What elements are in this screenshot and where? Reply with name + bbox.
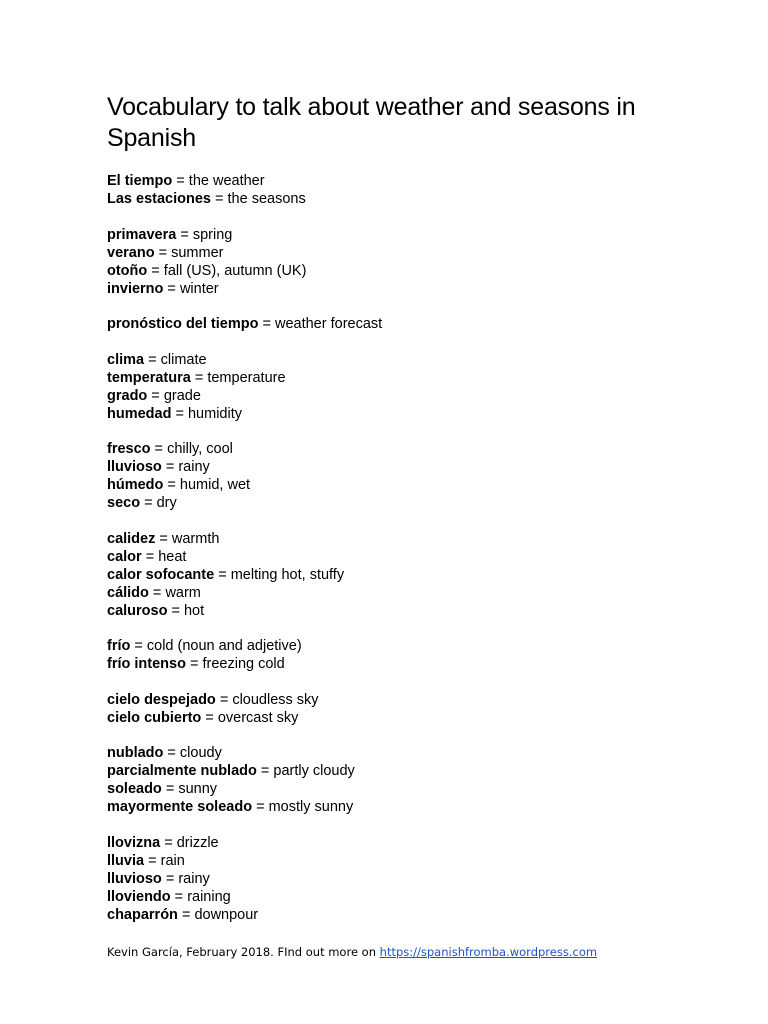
vocab-group bbox=[107, 530, 687, 620]
vocab-entry bbox=[107, 691, 687, 709]
vocab-meaning: the seasons bbox=[227, 191, 306, 207]
footer-link[interactable]: https://spanishfromba.wordpress.com bbox=[379, 945, 598, 959]
vocab-group bbox=[107, 351, 687, 423]
vocab-entry bbox=[107, 476, 687, 494]
vocab-separator: = bbox=[160, 834, 177, 851]
vocab-entry bbox=[107, 548, 687, 566]
vocab-entry bbox=[107, 602, 687, 620]
vocab-entry bbox=[107, 351, 687, 369]
vocab-meaning: temperature bbox=[207, 369, 286, 386]
vocab-meaning: weather forecast bbox=[274, 316, 383, 332]
vocab-meaning: heat bbox=[158, 548, 187, 565]
vocab-meaning: rainy bbox=[178, 459, 210, 475]
vocab-separator: = bbox=[163, 745, 180, 761]
vocab-separator: = bbox=[163, 280, 180, 297]
vocab-term: cálido bbox=[107, 584, 149, 601]
vocab-separator: = bbox=[258, 316, 275, 332]
vocab-separator: = bbox=[161, 781, 179, 797]
vocab-term: calidez bbox=[107, 530, 156, 547]
vocab-term: seco bbox=[107, 495, 141, 511]
vocab-meaning: humidity bbox=[187, 405, 242, 422]
vocab-entry bbox=[107, 584, 687, 602]
vocabulary-list bbox=[107, 172, 687, 924]
vocab-entry bbox=[107, 244, 687, 262]
vocab-separator: = bbox=[171, 405, 188, 422]
footer bbox=[107, 944, 597, 960]
vocab-group bbox=[107, 637, 687, 673]
vocab-entry bbox=[107, 315, 687, 333]
vocab-group bbox=[107, 226, 687, 298]
vocab-meaning: raining bbox=[187, 888, 231, 905]
vocab-entry bbox=[107, 655, 687, 673]
vocab-entry bbox=[107, 494, 687, 512]
vocab-separator: = bbox=[130, 638, 147, 654]
vocab-group bbox=[107, 315, 687, 333]
vocab-term: humedad bbox=[107, 405, 172, 422]
vocab-meaning: summer bbox=[171, 244, 224, 261]
vocab-separator: = bbox=[177, 906, 195, 923]
vocab-meaning: warm bbox=[165, 584, 201, 601]
vocab-term: lloviendo bbox=[107, 888, 171, 905]
vocab-entry bbox=[107, 172, 687, 190]
vocab-entry bbox=[107, 637, 687, 655]
vocab-separator: = bbox=[190, 369, 208, 386]
vocab-term: primavera bbox=[107, 226, 177, 243]
vocab-term: cielo despejado bbox=[107, 691, 216, 708]
vocab-entry bbox=[107, 780, 687, 798]
vocab-separator: = bbox=[140, 495, 157, 511]
vocab-entry bbox=[107, 458, 687, 476]
vocab-separator: = bbox=[185, 656, 203, 672]
vocab-separator: = bbox=[144, 852, 161, 869]
vocab-meaning: rainy bbox=[178, 870, 210, 887]
vocab-term: parcialmente nublado bbox=[107, 763, 257, 779]
vocab-meaning: freezing cold bbox=[202, 656, 285, 672]
vocab-separator: = bbox=[252, 799, 269, 815]
vocab-meaning: spring bbox=[192, 226, 233, 243]
vocab-term: calor sofocante bbox=[107, 566, 215, 583]
vocab-entry bbox=[107, 762, 687, 780]
vocab-meaning: overcast sky bbox=[217, 709, 299, 726]
vocab-entry bbox=[107, 387, 687, 405]
vocab-entry bbox=[107, 440, 687, 458]
vocab-meaning: humid, wet bbox=[179, 477, 251, 493]
vocab-entry bbox=[107, 530, 687, 548]
vocab-separator: = bbox=[141, 548, 159, 565]
vocab-separator: = bbox=[167, 602, 184, 619]
vocab-separator: = bbox=[172, 173, 189, 189]
vocab-group bbox=[107, 440, 687, 512]
vocab-group bbox=[107, 744, 687, 816]
vocab-entry bbox=[107, 906, 687, 924]
vocab-meaning: cloudy bbox=[179, 745, 222, 761]
vocab-separator: = bbox=[170, 888, 188, 905]
vocab-term: lluvioso bbox=[107, 459, 162, 475]
vocab-separator: = bbox=[155, 530, 172, 547]
document-page bbox=[107, 92, 687, 941]
vocab-meaning: rain bbox=[160, 852, 185, 869]
vocab-term: soleado bbox=[107, 781, 162, 797]
vocab-entry bbox=[107, 870, 687, 888]
vocab-term: lluvia bbox=[107, 852, 145, 869]
vocab-meaning: chilly, cool bbox=[167, 441, 233, 457]
vocab-entry bbox=[107, 190, 687, 208]
vocab-separator: = bbox=[256, 763, 274, 779]
vocab-separator: = bbox=[147, 387, 164, 404]
vocab-entry bbox=[107, 405, 687, 423]
vocab-entry bbox=[107, 798, 687, 816]
vocab-meaning: melting hot, stuffy bbox=[230, 566, 345, 583]
vocab-entry bbox=[107, 566, 687, 584]
vocab-group bbox=[107, 834, 687, 924]
vocab-separator: = bbox=[214, 566, 231, 583]
vocab-term: mayormente soleado bbox=[107, 799, 253, 815]
vocab-term: caluroso bbox=[107, 602, 168, 619]
vocab-entry bbox=[107, 262, 687, 280]
vocab-entry bbox=[107, 280, 687, 298]
vocab-term: llovizna bbox=[107, 834, 161, 851]
vocab-separator: = bbox=[201, 709, 218, 726]
vocab-entry bbox=[107, 888, 687, 906]
vocab-term: cielo cubierto bbox=[107, 709, 202, 726]
vocab-term: frío bbox=[107, 638, 131, 654]
vocab-meaning: dry bbox=[156, 495, 177, 511]
vocab-term: grado bbox=[107, 387, 148, 404]
vocab-meaning: the weather bbox=[188, 173, 265, 189]
vocab-separator: = bbox=[147, 262, 164, 279]
vocab-term: fresco bbox=[107, 441, 151, 457]
vocab-meaning: partly cloudy bbox=[273, 763, 355, 779]
vocab-separator: = bbox=[150, 441, 168, 457]
vocab-separator: = bbox=[154, 244, 172, 261]
vocab-separator: = bbox=[215, 691, 233, 708]
page-title: Vocabulary to talk about weather and seasons in Spanish bbox=[107, 93, 636, 152]
vocab-term: lluvioso bbox=[107, 870, 162, 887]
vocab-entry bbox=[107, 709, 687, 727]
vocab-meaning: grade bbox=[163, 387, 201, 404]
vocab-term: Las estaciones bbox=[107, 191, 211, 207]
vocab-entry bbox=[107, 834, 687, 852]
vocab-term: verano bbox=[107, 244, 155, 261]
vocab-meaning: climate bbox=[160, 351, 207, 368]
vocab-separator: = bbox=[148, 584, 166, 601]
vocab-term: otoño bbox=[107, 262, 148, 279]
vocab-separator: = bbox=[163, 477, 180, 493]
vocab-separator: = bbox=[161, 459, 179, 475]
vocab-entry bbox=[107, 852, 687, 870]
vocab-meaning: downpour bbox=[194, 906, 259, 923]
vocab-term: frío intenso bbox=[107, 656, 186, 672]
vocab-separator: = bbox=[144, 351, 161, 368]
footer-credit: Kevin García, February 2018. FInd out more on bbox=[107, 945, 380, 959]
vocab-meaning: drizzle bbox=[176, 834, 219, 851]
vocab-term: pronóstico del tiempo bbox=[107, 316, 259, 332]
vocab-meaning: mostly sunny bbox=[268, 799, 354, 815]
vocab-meaning: sunny bbox=[178, 781, 218, 797]
vocab-meaning: cloudless sky bbox=[232, 691, 319, 708]
vocab-meaning: fall (US), autumn (UK) bbox=[163, 262, 307, 279]
vocab-separator: = bbox=[210, 191, 228, 207]
vocab-entry bbox=[107, 226, 687, 244]
vocab-meaning: hot bbox=[183, 602, 205, 619]
vocab-meaning: warmth bbox=[171, 530, 220, 547]
vocab-term: invierno bbox=[107, 280, 164, 297]
vocab-term: nublado bbox=[107, 745, 164, 761]
vocab-term: El tiempo bbox=[107, 173, 173, 189]
vocab-term: clima bbox=[107, 351, 145, 368]
vocab-group bbox=[107, 691, 687, 727]
vocab-term: chaparrón bbox=[107, 906, 178, 923]
vocab-term: temperatura bbox=[107, 369, 191, 386]
vocab-group bbox=[107, 172, 687, 208]
vocab-entry bbox=[107, 744, 687, 762]
vocab-meaning: cold (noun and adjetive) bbox=[146, 638, 302, 654]
vocab-term: húmedo bbox=[107, 477, 164, 493]
vocab-term: calor bbox=[107, 548, 142, 565]
vocab-entry bbox=[107, 369, 687, 387]
vocab-separator: = bbox=[161, 870, 179, 887]
vocab-meaning: winter bbox=[179, 280, 219, 297]
vocab-separator: = bbox=[176, 226, 193, 243]
